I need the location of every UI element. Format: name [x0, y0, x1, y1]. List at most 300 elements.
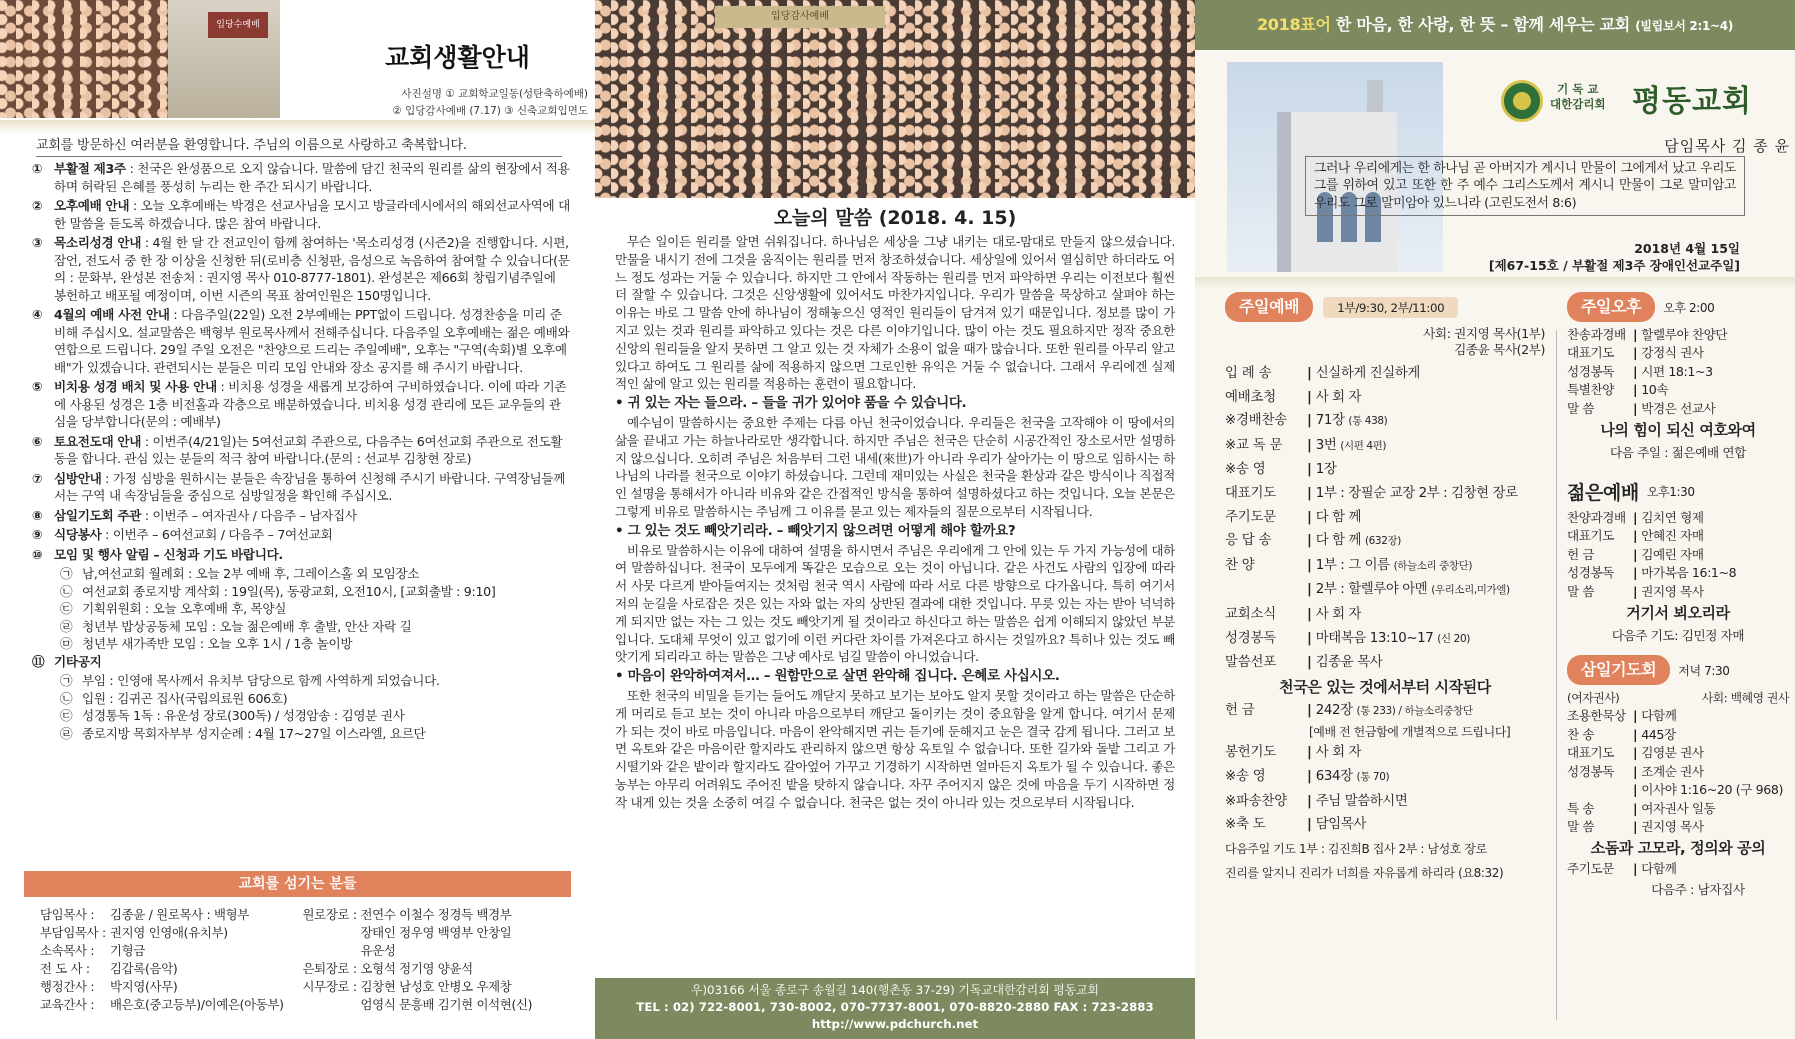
order-value [1633, 326, 1727, 344]
notice-heading: 모임 및 행사 알림 – 신청과 기도 바랍니다. [54, 546, 283, 562]
order-list [1225, 699, 1545, 724]
order-label: 예배초청 [1225, 389, 1276, 405]
church-address-footer [595, 978, 1195, 1039]
staff-row [303, 996, 566, 1014]
staff-role: 시무장로 : [302, 979, 357, 994]
order-value-text: 사 회 자 [1315, 745, 1362, 761]
notice-panel [0, 0, 595, 1039]
order-label [1567, 781, 1633, 799]
order-row [1225, 434, 1545, 459]
order-value-text: 주님 말씀하시면 [1315, 793, 1408, 809]
order-value-text: 634장 [1315, 768, 1353, 784]
event-item [32, 583, 570, 601]
staff-role: 소속목사 : [40, 943, 95, 958]
order-value [1633, 546, 1704, 564]
event-text: 기획위원회 : 오늘 오후예배 후, 목양실 [82, 601, 287, 616]
order-label: 응 답 송 [1225, 533, 1272, 549]
staff-names: 김창현 남성호 안병오 우제창 [360, 979, 512, 994]
methodist-logo-icon [1501, 80, 1543, 122]
order-value-text: 신실하게 진실하게 [1315, 366, 1420, 381]
order-row [1225, 458, 1545, 482]
staff-role: 교육간사 : [40, 997, 95, 1012]
notice-heading: 오후예배 안내 [54, 198, 130, 213]
other-text: 입원 : 김귀곤 집사(국립의료원 606호) [82, 690, 288, 706]
sermon-paragraph: 비유로 말씀하시는 이유에 대하여 설명을 하시면서 주님은 우리에게 그 안에 있는 두 가지 가능성에 대하여 말씀하십니다. 천국이 모두에게 똑같은 모습으로 오는 것이 아닙니다. 같은 사건도 사람의 입장에 따라서 사뭇 다르게 받아들여지는 것처럼 천국 역시 사람에 따라 서로 다른 방향으로 다가옵니다. 특히 여기서 저의 눈길을 사로잡은 것은 있는 자와 없는 자의 상반된 결과에 대한 것입니다. 무릇 있는 자는 받아 넉넉하게 되지만 없는 자는 그 있는 것도 빼앗기게 될 것이라고 하신다고 하는 말씀은 쉽게 이해되지 않았던 부분입니다. 도대체 무엇이 있고 없기에 이런 커다란 차이를 가져온다고 하시는 것일까요? 특히나 있는 것도 빼앗기게 되리라고 하는 말씀은 그냥 예사로 넘길 말씀이 아니었습니다. [615, 542, 1175, 665]
order-value [1633, 344, 1704, 362]
order-value [1633, 763, 1704, 781]
order-label: 주기도문 [1225, 509, 1276, 525]
youth-next: 다음주 기도: 김민정 자매 [1611, 628, 1745, 644]
order-list [1225, 741, 1545, 836]
youth-header [1567, 478, 1789, 505]
notice-body [54, 234, 570, 304]
sermon-subheading: • 그 있는 것도 빼앗기리라. – 빼앗기지 않으려면 어떻게 해야 할까요? [615, 522, 1016, 539]
staff-row [303, 978, 566, 996]
column-divider [1556, 330, 1557, 1020]
scripture-verse: 그러나 우리에게는 한 하나님 곧 아버지가 계시니 만물이 그에게서 났고 우리도 그를 위하여 있고 또한 한 주 예수 그리스도께서 계시니 만물이 그로 말미암고 우리도 그로 말미암아 있느니라 (고린도전서 8:6) [1305, 156, 1745, 216]
other-marker: ㉡ [60, 690, 73, 706]
order-value [1633, 726, 1676, 744]
order-label: 헌 금 [1567, 546, 1595, 562]
order-row [1225, 529, 1545, 554]
notice-text: : 오늘 오후예배는 박경은 선교사님을 모시고 방글라데시에서의 해외선교사역에 대한 말씀을 듣도록 하겠습니다. 많은 참여 바랍니다. [54, 198, 570, 231]
order-value-text: 김영분 권사 [1641, 745, 1704, 761]
notice-item [32, 306, 570, 376]
order-value-text: 마가복음 16:1~8 [1641, 565, 1737, 581]
order-row [1225, 699, 1545, 724]
notice-heading: 목소리성경 안내 [54, 235, 142, 250]
order-value-note: (통 233) / 하늘소리중창단 [1356, 704, 1473, 717]
page-title: 교회생활안내 [385, 43, 530, 72]
event-marker: ㉣ [60, 618, 73, 634]
offering-note: [예배 전 헌금함에 개별적으로 드립니다] [1309, 725, 1511, 740]
notice-item [32, 197, 570, 232]
service-times: 1부/9:30, 2부/11:00 [1323, 297, 1458, 318]
staff-row [40, 996, 303, 1014]
staff-row [303, 906, 566, 924]
staff-names: 오형석 정기영 양윤석 [360, 961, 473, 976]
order-value-note: (시편 4편) [1340, 439, 1387, 452]
order-value [1307, 506, 1545, 530]
notice-number: ⑪ [32, 653, 45, 669]
order-value-text: 1부 : 그 이름 [1315, 557, 1390, 573]
event-item [32, 618, 570, 636]
order-value-text: 1부 : 장필순 교장 2부 : 김창현 장로 [1315, 485, 1518, 501]
staff-row [40, 978, 303, 996]
order-value [1307, 554, 1545, 579]
notice-number: ③ [32, 235, 43, 250]
other-item [32, 690, 570, 708]
other-marker: ㉠ [60, 673, 73, 688]
wednesday-title: 삼일기도회 [1567, 655, 1670, 685]
order-value [1633, 527, 1704, 545]
order-row [1567, 344, 1789, 362]
staff-names: 김종윤 / 원로목사 : 백형부 [110, 907, 249, 922]
order-label: 특별찬양 [1567, 382, 1615, 398]
notice-body [54, 653, 570, 671]
staff-role [303, 942, 361, 960]
notice-heading: 삼일기도회 주관 [54, 507, 142, 523]
motto-year: 2018표어 [1256, 15, 1331, 34]
other-marker: ㉣ [60, 725, 73, 741]
order-label: 성경봉독 [1567, 565, 1615, 581]
staff-role: 담임목사 : [40, 907, 95, 922]
notice-text: : 천국은 완성품으로 오지 않습니다. 말씀에 담긴 천국의 원리를 삶의 현장에서 적용하며 허락된 은혜를 풍성히 누리는 한 주간 되시기 바랍니다. [54, 161, 570, 194]
order-value-text: 김예린 자매 [1641, 546, 1704, 562]
notice-body [54, 378, 570, 431]
event-text: 청년부 새가족반 모임 : 오늘 오후 1시 / 1층 놀이방 [82, 636, 353, 651]
order-value-text: 권지영 목사 [1641, 818, 1704, 834]
notice-text: : 4월 한 달 간 전교인이 함께 참여하는 '목소리성경 (시즌2)을 진행합니다. 시편, 잠언, 전도서 중 한 장 이상을 신청한 뒤(로비층 신청판, 음성으로 녹음하여 참여할 수 있습니다(문의 : 문화부, 완성본 전송처 : 권지영 목사 010-8777-1801). 완성본은 제66회 창립기념주일에 봉헌하고 배포될 예정이며, 이번 시즌의 목표 참여인원은 150명입니다. [54, 235, 570, 303]
staff-row [303, 942, 566, 960]
order-row [1225, 813, 1545, 837]
order-label: 대표기도 [1567, 745, 1615, 761]
congregation-photo [595, 0, 1195, 198]
service-title: 주일예배 [1225, 292, 1313, 322]
event-marker: ㉡ [60, 583, 73, 599]
order-value [1633, 800, 1715, 818]
notice-heading: 부활절 제3주 [54, 161, 126, 176]
order-value-text: 박경은 선교사 [1641, 400, 1716, 416]
sermon-paragraph: 예수님이 말씀하시는 중요한 주제는 다름 아닌 천국이었습니다. 우리들은 천국을 고작해야 이 땅에서의 삶을 끝내고 가는 하늘나라로만 생각합니다. 하지만 주님은 천국은 단순히 시공간적인 장소로서만 설명하지 않으십니다. 오히려 주님은 처음부터 그런 내세(來世)가 아니라 우리가 살아가는 이 땅으로 임하시는 하나님의 나라를 천국으로 이야기 하셨습니다. 그런데 재미있는 사실은 천국을 환상과 같은 방식이나 직접적인 설명을 통해서가 아니라 비유와 같은 간접적인 방식을 통하여 설명하셨다고 하는 것입니다. 오늘 본문은 그렇게 비유로 말씀하시는 주님께 그 이유를 묻고 있는 제자들의 질문으로부터 시작됩니다. [615, 414, 1175, 519]
order-label: 찬 송 [1567, 726, 1595, 742]
service-leaders: 사회: 권지영 목사(1부) 김종윤 목사(2부) [1423, 326, 1545, 357]
order-row [1567, 800, 1789, 818]
order-value [1633, 400, 1715, 418]
church-name: 평동교회 [1632, 84, 1752, 119]
header-divider [0, 120, 595, 134]
afternoon-next: 다음 주일 : 젊은예배 연합 [1610, 445, 1746, 461]
other-item [32, 707, 570, 725]
next-week-prayer: 다음주일 기도 1부 : 김진희B 집사 2부 : 남성호 장로 [1225, 841, 1487, 856]
event-marker: ㉢ [60, 601, 73, 616]
order-value-text: 마태복음 13:10~17 [1315, 630, 1434, 646]
staff-row [40, 960, 303, 978]
notice-body [54, 526, 570, 544]
notice-body [54, 433, 570, 468]
notice-heading: 심방안내 [54, 470, 102, 486]
order-value [1633, 781, 1783, 799]
motto-bar [1195, 0, 1795, 50]
order-value-text: 다함께 [1641, 708, 1677, 724]
order-value [1307, 741, 1545, 765]
order-value-text: 여자권사 일동 [1641, 800, 1716, 816]
notice-body [54, 546, 570, 564]
phone-line: TEL : 02) 722-8001, 730-8002, 070-7737-8001, 070-8820-2880 FAX : 723-2883 [636, 1000, 1154, 1014]
order-row [1225, 578, 1545, 603]
order-label: 대표기도 [1567, 345, 1615, 361]
photo-banner: 임당수예배 [208, 12, 268, 38]
order-row [1225, 386, 1545, 410]
order-value [1307, 765, 1545, 790]
staff-role: 행정간사 : [40, 979, 95, 994]
order-row [1567, 400, 1789, 418]
notice-number: ⑩ [32, 546, 43, 562]
staff-column-right [303, 906, 566, 1014]
staff-row [40, 942, 303, 960]
order-value [1307, 790, 1545, 814]
order-row [1567, 381, 1789, 399]
order-value [1307, 529, 1545, 554]
order-value-text: 할렐루야 찬양단 [1641, 327, 1728, 342]
order-row [1225, 409, 1545, 434]
order-row [1567, 763, 1789, 781]
order-value [1307, 386, 1545, 410]
order-value [1307, 482, 1545, 506]
order-value [1307, 651, 1545, 675]
wednesday-order [1567, 707, 1789, 836]
order-value [1307, 458, 1545, 482]
order-row [1567, 546, 1789, 564]
order-value-text: 71장 [1315, 413, 1345, 429]
event-text: 여선교회 종로지방 계삭회 : 19일(목), 동광교회, 오전10시, [교회출발 : 9:10] [82, 583, 496, 599]
wednesday-last-row: 주기도문 | 다함께 [1567, 860, 1789, 878]
staff-names: 권지영 인영애(유치부) [110, 925, 228, 940]
order-value [1633, 363, 1713, 381]
order-value [1633, 583, 1704, 601]
staff-names: 김갑록(음악) [110, 961, 178, 976]
order-value-text: 1장 [1315, 462, 1337, 478]
staff-role: 원로장로 : [302, 907, 357, 922]
sermon-subheading: • 마음이 완악하여져서… – 원함만으로 살면 완악해 집니다. 은혜로 사십시오. [615, 668, 1060, 685]
other-item [32, 672, 570, 690]
event-text: 청년부 밥상공동체 모임 : 오늘 젊은예배 후 출발, 안산 자락 길 [82, 618, 412, 634]
order-value-text: 김치연 형제 [1641, 510, 1704, 526]
wednesday-sermon: 소돔과 고모라, 정의와 공의 [1590, 839, 1766, 858]
notice-number: ⑤ [32, 379, 43, 394]
event-item [32, 565, 570, 583]
event-item [32, 635, 570, 653]
notice-body [54, 470, 570, 505]
order-value-text: 안혜진 자매 [1641, 528, 1704, 544]
notice-heading: 토요전도대 안내 [54, 433, 142, 449]
staff-list [40, 906, 565, 1014]
order-value-note: (하늘소리 중창단) [1393, 559, 1473, 572]
order-value-text: 김종윤 목사 [1315, 655, 1383, 671]
wednesday-header [1567, 655, 1789, 685]
staff-row [40, 906, 303, 924]
staff-names: 전연수 이철수 정경득 백경부 [360, 907, 512, 922]
order-value-text: 10속 [1641, 382, 1669, 398]
order-label: 대표기도 [1225, 485, 1276, 501]
staff-row [303, 960, 566, 978]
order-value [1633, 744, 1704, 762]
order-value-text: 사 회 자 [1315, 606, 1362, 622]
order-value-text: 445장 [1641, 726, 1676, 742]
order-value-text: 시편 18:1~3 [1641, 363, 1713, 379]
staff-role: 부담임목사 : [40, 925, 106, 940]
order-label: 찬송과경배 [1567, 327, 1626, 342]
notice-body [54, 160, 570, 195]
order-value [1633, 509, 1704, 527]
order-value-text: 강정식 권사 [1641, 345, 1704, 361]
order-value-text: 조계순 권사 [1641, 763, 1704, 779]
order-label: 대표기도 [1567, 528, 1615, 544]
notice-number: ④ [32, 307, 43, 322]
order-label [1225, 578, 1307, 603]
order-value-text: 담임목사 [1315, 817, 1366, 833]
sermon-panel [595, 0, 1195, 1039]
order-value [1633, 381, 1668, 399]
staff-names: 엄영식 문흥배 김기현 이석현(신) [360, 997, 533, 1012]
order-row [1567, 781, 1789, 799]
order-label: ※송 영 [1225, 462, 1266, 478]
photo-caption: 사진설명 ① 교회학교일동(성탄축하예배) ② 입당감사예배 (7.17) ③ 신축교회입면도 [392, 88, 588, 117]
event-text: 남,여선교회 월례회 : 오늘 2부 예배 후, 그레이스홀 외 모임장소 [82, 566, 420, 581]
sermon-title: 오늘의 말씀 (2018. 4. 15) [773, 207, 1017, 229]
order-value [1307, 813, 1545, 837]
sermon-title: 천국은 있는 것에서부터 시작된다 [1279, 677, 1491, 696]
order-label: 말 씀 [1567, 818, 1595, 834]
order-row [1225, 482, 1545, 506]
order-label: 성경봉독 [1567, 363, 1615, 379]
order-label: ※송 영 [1225, 768, 1266, 784]
order-row [1225, 790, 1545, 814]
youth-time: 오후1:30 [1646, 485, 1695, 500]
order-label: 찬 양 [1225, 557, 1255, 573]
order-row [1225, 765, 1545, 790]
order-label: 말 씀 [1567, 400, 1595, 416]
notice-item [32, 653, 570, 671]
notice-text: : 가정 심방을 원하시는 분들은 속장님을 통하여 신청해 주시기 바랍니다. 구역장님들께서는 구역 내 속장님들을 중심으로 심방일정을 확인해 주십시오. [54, 470, 566, 503]
notice-heading: 4월의 예배 사전 안내 [54, 307, 170, 322]
order-value [1633, 818, 1704, 836]
order-value-text: 다 함 께 [1315, 509, 1362, 525]
notice-number: ① [32, 161, 43, 176]
event-marker: ㉤ [60, 636, 73, 651]
order-row [1567, 726, 1789, 744]
notice-text: : 이번주 – 6여선교회 / 다음주 – 7여선교회 [101, 527, 333, 542]
order-row [1567, 707, 1789, 725]
order-label: 성경봉독 [1225, 630, 1276, 646]
address-line: 우)03166 서울 종로구 송월길 140(행촌동 37-29) 기독교대한감리회 평동교회 [691, 983, 1099, 997]
order-row [1567, 818, 1789, 836]
service-header [1225, 292, 1545, 322]
order-row [1225, 362, 1545, 386]
order-row [1567, 744, 1789, 762]
order-row [1225, 627, 1545, 652]
order-label: 교회소식 [1225, 606, 1276, 622]
notice-item [32, 546, 570, 564]
order-label: ※축 도 [1225, 817, 1266, 833]
notice-item [32, 433, 570, 468]
order-row [1567, 527, 1789, 545]
order-label: 말 씀 [1567, 583, 1595, 599]
afternoon-order [1567, 326, 1789, 418]
dedication-photo [168, 0, 280, 118]
sermon-body [615, 233, 1175, 812]
notice-item [32, 378, 570, 431]
serve-title: 교회를 섬기는 분들 [24, 871, 571, 897]
order-value-text: 이사야 1:16~20 (구 968) [1641, 782, 1783, 798]
order-row [1567, 509, 1789, 527]
order-label: 특 송 [1567, 800, 1595, 816]
notice-body [54, 197, 570, 232]
order-label: 헌 금 [1225, 702, 1255, 718]
notice-heading: 식당봉사 [54, 527, 102, 542]
notice-number: ⑨ [32, 527, 43, 542]
staff-role: 은퇴장로 : [302, 961, 357, 976]
order-label: ※교 독 문 [1225, 437, 1283, 453]
staff-column-left [40, 906, 303, 1014]
other-marker: ㉢ [60, 708, 73, 723]
wednesday-time: 저녁 7:30 [1678, 663, 1730, 678]
order-value-text: 3번 [1315, 437, 1337, 453]
staff-names: 박지영(사무) [110, 979, 178, 994]
order-row [1225, 506, 1545, 530]
welcome-text: 교회를 방문하신 여러분을 환영합니다. 주님의 이름으로 사랑하고 축복합니다. [36, 134, 562, 157]
notice-heading: 기타공지 [54, 653, 102, 669]
other-text: 부임 : 인영애 목사께서 유치부 담당으로 함께 사역하게 되었습니다. [82, 673, 440, 688]
staff-role [303, 924, 361, 942]
website-link[interactable]: http://www.pdchurch.net [811, 1017, 979, 1031]
order-value [1307, 578, 1545, 603]
order-label: 조용한묵상 [1567, 708, 1626, 724]
notice-item [32, 470, 570, 505]
worship-order-panel [1195, 0, 1795, 1039]
order-row [1567, 583, 1789, 601]
order-row [1225, 741, 1545, 765]
notice-heading: 비치용 성경 배치 및 사용 안내 [54, 379, 217, 394]
notice-list [32, 160, 570, 742]
order-list [1225, 362, 1545, 675]
order-row [1567, 326, 1789, 344]
other-text: 성경통독 1독 : 유운성 장로(300독) / 성경암송 : 김영분 권사 [82, 708, 405, 723]
order-value [1307, 603, 1545, 627]
order-value-text: 사 회 자 [1315, 389, 1362, 405]
order-label: 봉헌기도 [1225, 745, 1276, 761]
order-row [1567, 363, 1789, 381]
order-value [1307, 699, 1545, 724]
photo-banner: 입당감사예배 [715, 6, 885, 28]
staff-role: 전 도 사 : [40, 961, 90, 976]
sermon-paragraph: 무슨 일이든 원리를 알면 쉬워집니다. 하나님은 세상을 그냥 내키는 대로-맘대로 만들지 않으셨습니다. 만물을 내시기 전에 그것을 움직이는 원리를 먼저 창조하셨습니다. 세상일에 있어서 열심히만 하더라도 어느 정도 성과는 거둘 수 있습니다. 하지만 그 안에서 작동하는 원리를 먼저 파악하면 우리는 이전보다 훨씬 더 잘할 수 있습니다. 그것은 신앙생활에 있어서도 마찬가지입니다. 우리가 말씀을 묵상하고 살펴야 하는 이유는 바로 그 말씀 안에 하나님이 정해놓으신 영적인 원리들이 담겨져 있기 때문입니다. 정보를 많이 가지고 있는 것과 원리를 파악하고 있다는 것은 다른 이야기입니다. 많이 아는 것도 필요하지만 정작 중요한 신앙의 원리들을 알지 못하면 그 알고 있는 것 자체가 소용이 없을 때가 많습니다. 또한 원리를 아무리 알고 있다고 하여도 그 원리를 삶에 적용하지 않으면 그로인한 유익은 거둘 수 없습니다. 그래서 우리에겐 실제적인 삶에 알고 있는 원리를 적용하는 훈련이 필요합니다. [615, 234, 1175, 392]
notice-text: : 이번주(4/21일)는 5여선교회 주관으로, 다음주는 6여선교회 주관으로 전도활동을 합니다. 관심 있는 분들의 적극 참여 바랍니다.(문의 : 선교부 김창현 장로) [54, 433, 563, 466]
order-label: ※경배찬송 [1225, 413, 1287, 429]
other-text: 종로지방 목회자부부 성지순례 : 4월 17~27일 이스라엘, 요르단 [82, 725, 426, 741]
church-school-photo [0, 0, 168, 118]
order-value [1633, 564, 1736, 582]
notice-number: ⑧ [32, 507, 43, 523]
other-item [32, 725, 570, 743]
event-item [32, 600, 570, 618]
notice-text: : 비치용 성경을 새롭게 보강하여 구비하였습니다. 이에 따라 기존에 사용된 성경은 1층 비전홀과 각층으로 배분하였습니다. 비치용 성경 관리에 모든 교우들의 관심을 당부합니다(문의 : 예배부) [54, 379, 567, 429]
order-value [1307, 409, 1545, 434]
order-value-text: 다 함 께 [1315, 533, 1362, 549]
motto-text: 한 마음, 한 사랑, 한 뜻 – 함께 세우는 교회 [1335, 15, 1630, 34]
order-value-note: (우리소리,미가엘) [1431, 584, 1510, 597]
afternoon-sermon: 나의 힘이 되신 여호와여 [1600, 421, 1756, 440]
order-label: 말씀선포 [1225, 655, 1276, 671]
order-value-note: (632장) [1364, 535, 1401, 548]
staff-names: 기형금 [110, 943, 146, 958]
order-value [1307, 627, 1545, 652]
staff-names: 장태인 정우영 백영부 안창일 [360, 925, 512, 940]
notice-body [54, 306, 570, 376]
other-services [1567, 292, 1789, 901]
notice-item [32, 507, 570, 525]
order-label: ※파송찬양 [1225, 793, 1287, 809]
bulletin-date: 2018년 4월 15일 [제67-15호 / 부활절 제3주 장애인선교주일] [1488, 241, 1740, 273]
afternoon-title: 주일오후 [1567, 292, 1655, 322]
staff-names: 배은호(중고등부)/이예은(아동부) [110, 997, 284, 1012]
sunday-service-order [1225, 292, 1545, 885]
order-value-text: 권지영 목사 [1641, 583, 1704, 599]
denomination: 기 독 교 대한감리회 [1550, 82, 1606, 111]
order-row [1567, 564, 1789, 582]
order-row [1225, 603, 1545, 627]
staff-names: 유운성 [360, 943, 396, 958]
